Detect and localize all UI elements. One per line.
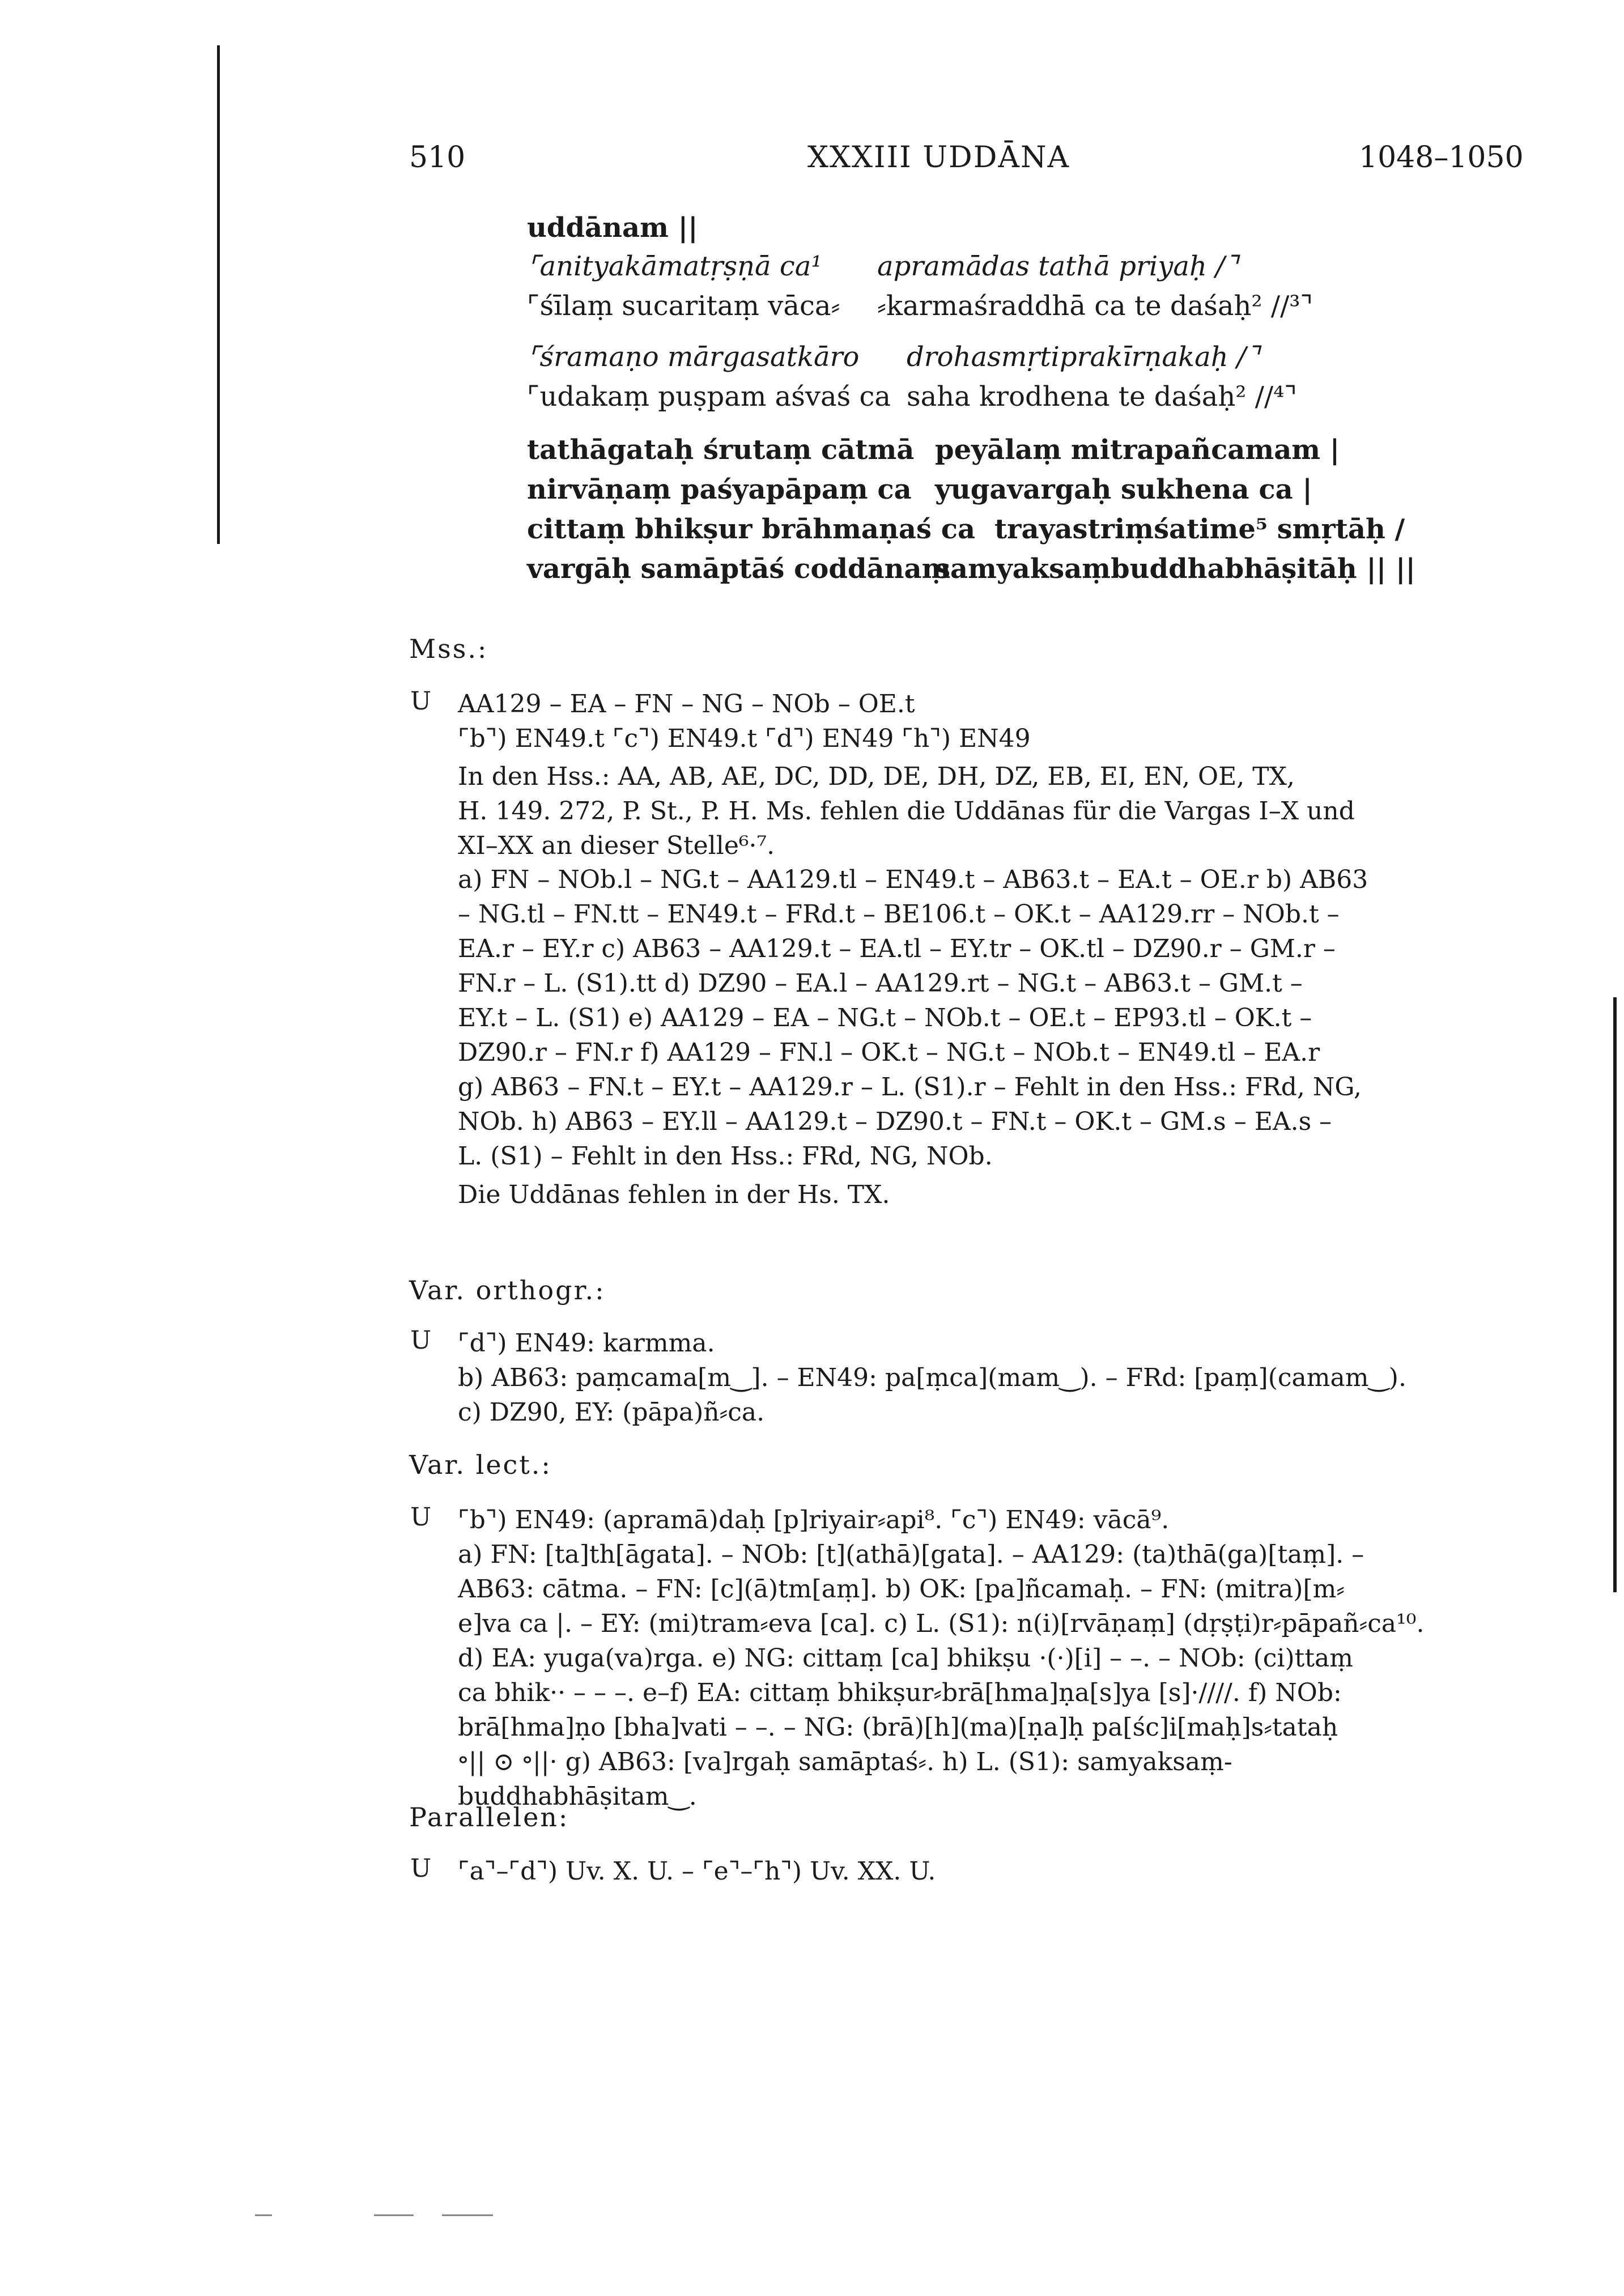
- verse-line: peyālaṃ mitrapañcamam |: [935, 434, 1340, 466]
- mss-detail-line: g) AB63 – FN.t – EY.t – AA129.r – L. (S1).r – Fehlt in den Hss.: FRd, NG,: [458, 1073, 1362, 1102]
- section-heading-mss: Mss.:: [409, 633, 488, 664]
- mss-note-line: H. 149. 272, P. St., P. H. Ms. fehlen die Uddānas für die Vargas I–X und: [458, 797, 1355, 826]
- verse-opening: uddānam ||: [527, 212, 698, 244]
- mss-detail-line: NOb. h) AB63 – EY.ll – AA129.t – DZ90.t – FN.t – OK.t – GM.s – EA.s –: [458, 1107, 1332, 1136]
- var-lect-line: e]va ca |. – EY: (mi)tram⸗eva [ca]. c) L. (S1): n(i)[rvāṇaṃ] (dṛṣṭi)r⸗pāpañ⸗ca¹⁰.: [458, 1609, 1425, 1638]
- verse-line: drohasmṛtiprakīrṇakaḥ /⌝: [907, 341, 1259, 373]
- mss-detail-line: DZ90.r – FN.r f) AA129 – FN.l – OK.t – NG.t – NOb.t – EN49.tl – EA.r: [458, 1038, 1320, 1067]
- section-heading-var-lect: Var. lect.:: [409, 1449, 552, 1480]
- mss-detail-line: a) FN – NOb.l – NG.t – AA129.tl – EN49.t – AB63.t – EA.t – OE.r b) AB63: [458, 865, 1368, 894]
- verse-line: vargāḥ samāptāś coddānaṃ: [527, 553, 951, 585]
- right-scan-edge-line: [1613, 997, 1617, 1592]
- left-scan-edge-line: [217, 45, 220, 544]
- mss-closing-line: Die Uddānas fehlen in der Hs. TX.: [458, 1180, 890, 1209]
- manuscript-marker: U: [410, 1503, 432, 1532]
- mss-detail-line: EA.r – EY.r c) AB63 – AA129.t – EA.tl – EY.tr – OK.tl – DZ90.r – GM.r –: [458, 934, 1336, 963]
- var-lect-line: buddhabhāṣitam‿.: [458, 1782, 697, 1811]
- mss-note: [458, 759, 1466, 863]
- mss-detail-line: FN.r – L. (S1).tt d) DZ90 – EA.l – AA129.rt – NG.t – AB63.t – GM.t –: [458, 969, 1303, 998]
- verse-line: tathāgataḥ śrutaṃ cātmā: [527, 434, 915, 466]
- mss-detail-line: L. (S1) – Fehlt in den Hss.: FRd, NG, NOb.: [458, 1142, 993, 1171]
- var-lect-line: a) FN: [ta]th[āgata]. – NOb: [t](athā)[gata]. – AA129: (ta)thā(ga)[taṃ]. –: [458, 1540, 1364, 1569]
- var-lect-line: ⌜b⌝) EN49: (apramā)daḥ [p]riyair⸗api⁸. ⌜c⌝) EN49: vācā⁹.: [458, 1506, 1170, 1534]
- var-lect-line: AB63: cātma. – FN: [c](ā)tm[aṃ]. b) OK: [pa]ñcamaḥ. – FN: (mitra)[m⸗: [458, 1575, 1345, 1604]
- mss-note-line: XI–XX an dieser Stelle⁶·⁷.: [458, 831, 775, 860]
- manuscript-marker: U: [410, 1854, 432, 1883]
- verse-line: yugavargaḥ sukhena ca |: [935, 474, 1312, 505]
- var-orthogr-line: b) AB63: paṃcama[m‿]. – EN49: pa[ṃca](mam‿). – FRd: [paṃ](camam‿).: [458, 1363, 1406, 1392]
- mss-list: [458, 687, 1466, 756]
- parallelen-list: [458, 1854, 1466, 1889]
- var-lect-list: [458, 1503, 1466, 1814]
- chapter-title: XXXIII UDDĀNA: [807, 141, 1070, 175]
- verse-line: ⌜śīlaṃ sucaritaṃ vāca⸗: [527, 290, 840, 322]
- mss-detail-line: EY.t – L. (S1) e) AA129 – EA – NG.t – NOb.t – OE.t – EP93.tl – OK.t –: [458, 1004, 1312, 1032]
- mss-details: [458, 862, 1466, 1173]
- var-lect-line: ca bhik·· – – –. e–f) EA: cittaṃ bhikṣur⸗brā[hma]ṇa[s]ya [s]·////. f) NOb:: [458, 1678, 1342, 1707]
- mss-closing: [458, 1177, 1466, 1212]
- verse-line: apramādas tathā priyaḥ /⌝: [877, 250, 1238, 282]
- section-heading-var-orthogr: Var. orthogr.:: [409, 1275, 606, 1306]
- page-number: 510: [409, 141, 466, 175]
- scan-artifact: [374, 2214, 414, 2216]
- verse-line: cittaṃ bhikṣur brāhmaṇaś ca: [527, 513, 976, 545]
- verse-line: ⌜śramaṇo mārgasatkāro: [527, 341, 860, 373]
- mss-note-line: In den Hss.: AA, AB, AE, DC, DD, DE, DH, DZ, EB, EI, EN, OE, TX,: [458, 762, 1295, 791]
- mss-line: AA129 – EA – FN – NG – NOb – OE.t: [458, 690, 915, 718]
- parallelen-line: ⌜a⌝–⌜d⌝) Uv. X. U. – ⌜e⌝–⌜h⌝) Uv. XX. U.: [458, 1857, 936, 1886]
- verse-line: ⌜anityakāmatṛṣṇā ca¹: [527, 250, 822, 282]
- verse-line: ⸗karmaśraddhā ca te daśaḥ² //³⌝: [877, 290, 1313, 322]
- verse-line: trayastriṃśatime⁵ smṛtāḥ /: [994, 513, 1405, 545]
- manuscript-marker: U: [410, 687, 432, 716]
- scan-artifact: [442, 2214, 493, 2216]
- var-lect-line: ॰|| ⊙ ॰||· g) AB63: [va]rgaḥ samāptaś⸗. h) L. (S1): samyaksaṃ-: [458, 1747, 1232, 1776]
- verse-range: 1048–1050: [1359, 141, 1524, 175]
- var-lect-line: brā[hma]ṇo [bha]vati – –. – NG: (brā)[h](ma)[ṇa]ḥ pa[śc]i[maḥ]s⸗tataḥ: [458, 1713, 1338, 1742]
- verse-line: samyaksaṃbuddhabhāṣitāḥ || ||: [935, 553, 1415, 585]
- scan-artifact: [255, 2214, 272, 2216]
- var-orthogr-line: c) DZ90, EY: (pāpa)ñ⸗ca.: [458, 1398, 765, 1427]
- var-lect-line: d) EA: yuga(va)rga. e) NG: cittaṃ [ca] bhikṣu ·(·)[i] – –. – NOb: (ci)ttaṃ: [458, 1644, 1354, 1673]
- section-heading-parallelen: Parallelen:: [409, 1802, 569, 1832]
- var-orthogr-line: ⌜d⌝) EN49: karmma.: [458, 1329, 715, 1358]
- manuscript-marker: U: [410, 1326, 432, 1355]
- mss-line: ⌜b⌝) EN49.t ⌜c⌝) EN49.t ⌜d⌝) EN49 ⌜h⌝) EN49: [458, 724, 1031, 753]
- verse-line: nirvāṇaṃ paśyapāpaṃ ca: [527, 474, 912, 505]
- var-orthogr-list: [458, 1326, 1466, 1430]
- verse-line: saha krodhena te daśaḥ² //⁴⌝: [907, 381, 1297, 413]
- verse-line: ⌜udakaṃ puṣpam aśvaś ca: [527, 381, 891, 413]
- mss-detail-line: – NG.tl – FN.tt – EN49.t – FRd.t – BE106.t – OK.t – AA129.rr – NOb.t –: [458, 900, 1340, 929]
